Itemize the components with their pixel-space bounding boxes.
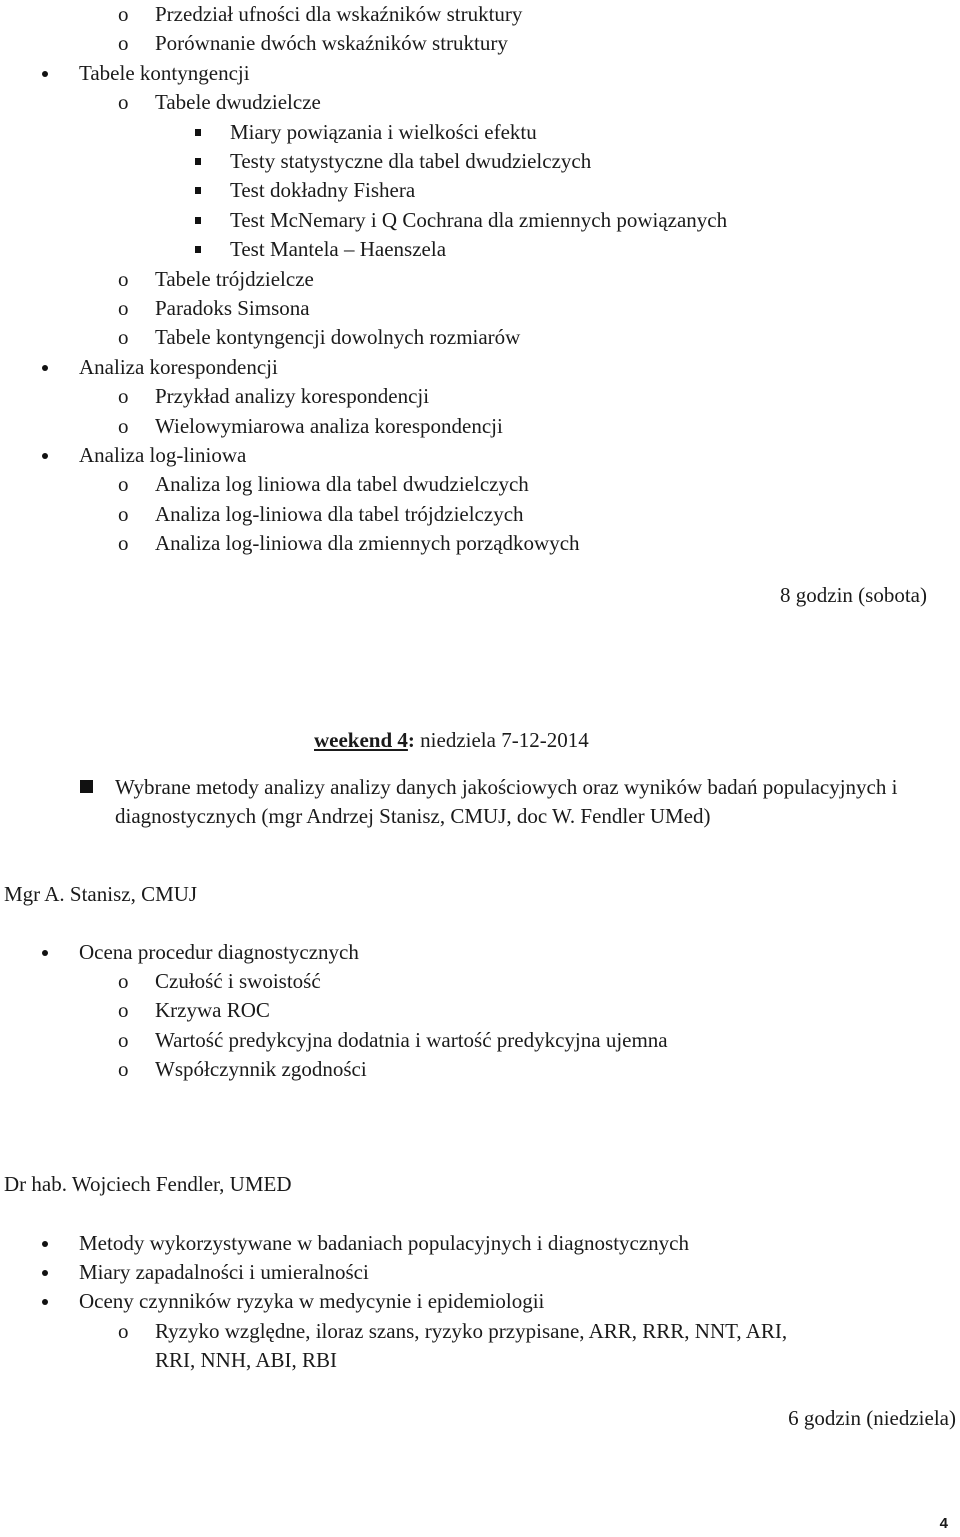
bullet-dot-icon	[42, 1270, 48, 1276]
bullet-circle-icon: o	[118, 501, 129, 526]
list-item: Analiza log liniowa dla tabel dwudzielczych	[155, 472, 529, 497]
lecturer-stanisz: Mgr A. Stanisz, CMUJ	[4, 882, 198, 906]
bullet-circle-icon: o	[118, 472, 129, 497]
bullet-circle-icon: o	[118, 1027, 129, 1052]
list-item: Porównanie dwóch wskaźników struktury	[155, 31, 508, 56]
bullet-circle-icon: o	[118, 384, 129, 409]
list-item: Krzywa ROC	[155, 998, 270, 1023]
hours-saturday: 8 godzin (sobota)	[780, 583, 927, 607]
bullet-dot-icon	[42, 453, 48, 459]
list-item: Analiza log-liniowa dla tabel trójdzielczych	[155, 501, 524, 526]
list-item: Tabele trójdzielcze	[155, 266, 314, 291]
weekend-label: weekend 4	[314, 728, 408, 752]
list-item: Tabele kontyngencji	[79, 60, 250, 85]
bullet-square-icon	[195, 129, 201, 136]
bullet-dot-icon	[42, 71, 48, 77]
hours-sunday: 6 godzin (niedziela)	[788, 1406, 956, 1430]
bullet-circle-icon: o	[118, 413, 129, 438]
bullet-circle-icon: o	[118, 1056, 129, 1081]
list-item: Ryzyko względne, iloraz szans, ryzyko przypisane, ARR, RRR, NNT, ARI,	[155, 1318, 788, 1343]
weekend-heading	[314, 726, 589, 755]
bullet-square-icon	[195, 217, 201, 224]
list-item: Paradoks Simsona	[155, 296, 310, 320]
list-item-continuation: RRI, NNH, ABI, RBI	[155, 1348, 338, 1372]
list-item: Współczynnik zgodności	[155, 1056, 367, 1081]
list-item: Przykład analizy korespondencji	[155, 384, 430, 409]
bullet-circle-icon: o	[118, 998, 129, 1023]
list-item: Analiza korespondencji	[79, 354, 278, 379]
bullet-square-icon	[195, 187, 201, 194]
bullet-square-icon	[195, 158, 201, 165]
bullet-circle-icon: o	[118, 325, 129, 350]
bullet-circle-icon: o	[118, 90, 129, 115]
bullet-circle-icon: o	[118, 2, 129, 26]
bullet-circle-icon: o	[118, 531, 129, 556]
bullet-circle-icon: o	[118, 31, 129, 56]
weekend-date: niedziela 7-12-2014	[414, 728, 589, 752]
list-item: Przedział ufności dla wskaźników struktury	[155, 2, 523, 26]
bullet-square-icon	[195, 246, 201, 253]
bullet-dot-icon	[42, 365, 48, 371]
bullet-dot-icon	[42, 950, 48, 956]
list-item: Ocena procedur diagnostycznych	[79, 940, 359, 964]
page-number: 4	[939, 1515, 948, 1532]
list-item: Test McNemary i Q Cochrana dla zmiennych powiązanych	[230, 207, 728, 232]
list-item: Tabele kontyngencji dowolnych rozmiarów	[155, 325, 521, 350]
weekend-topic: Wybrane metody analizy analizy danych jakościowych oraz wyników badań populacyjnych i diagnostycznych (mgr Andrzej Stanisz, CMUJ, doc W. Fendler UMed)	[115, 775, 898, 828]
square-bullet-icon	[80, 780, 93, 793]
list-item: Test Mantela – Haenszela	[230, 237, 447, 262]
bullet-circle-icon: o	[118, 969, 129, 994]
list-item: Analiza log-liniowa dla zmiennych porządkowych	[155, 531, 580, 556]
bullet-circle-icon: o	[118, 296, 129, 320]
bullet-circle-icon: o	[118, 266, 129, 291]
bullet-dot-icon	[42, 1299, 48, 1305]
weekend-colon: :	[407, 728, 415, 752]
list-item: Wartość predykcyjna dodatnia i wartość predykcyjna ujemna	[155, 1027, 668, 1052]
list-item: Miary powiązania i wielkości efektu	[230, 119, 537, 144]
list-item: Oceny czynników ryzyka w medycynie i epidemiologii	[79, 1289, 545, 1314]
list-item: Wielowymiarowa analiza korespondencji	[155, 413, 503, 438]
bullet-circle-icon: o	[118, 1318, 129, 1343]
bullet-dot-icon	[42, 1241, 48, 1247]
list-item: Test dokładny Fishera	[230, 178, 416, 203]
list-item: Analiza log-liniowa	[79, 443, 247, 467]
list-item: Czułość i swoistość	[155, 969, 321, 994]
list-item: Miary zapadalności i umieralności	[79, 1260, 369, 1285]
list-item: Metody wykorzystywane w badaniach populacyjnych i diagnostycznych	[79, 1231, 689, 1255]
lecturer-fendler: Dr hab. Wojciech Fendler, UMED	[4, 1172, 292, 1196]
list-item: Testy statystyczne dla tabel dwudzielczych	[230, 149, 592, 173]
list-item: Tabele dwudzielcze	[155, 90, 321, 115]
